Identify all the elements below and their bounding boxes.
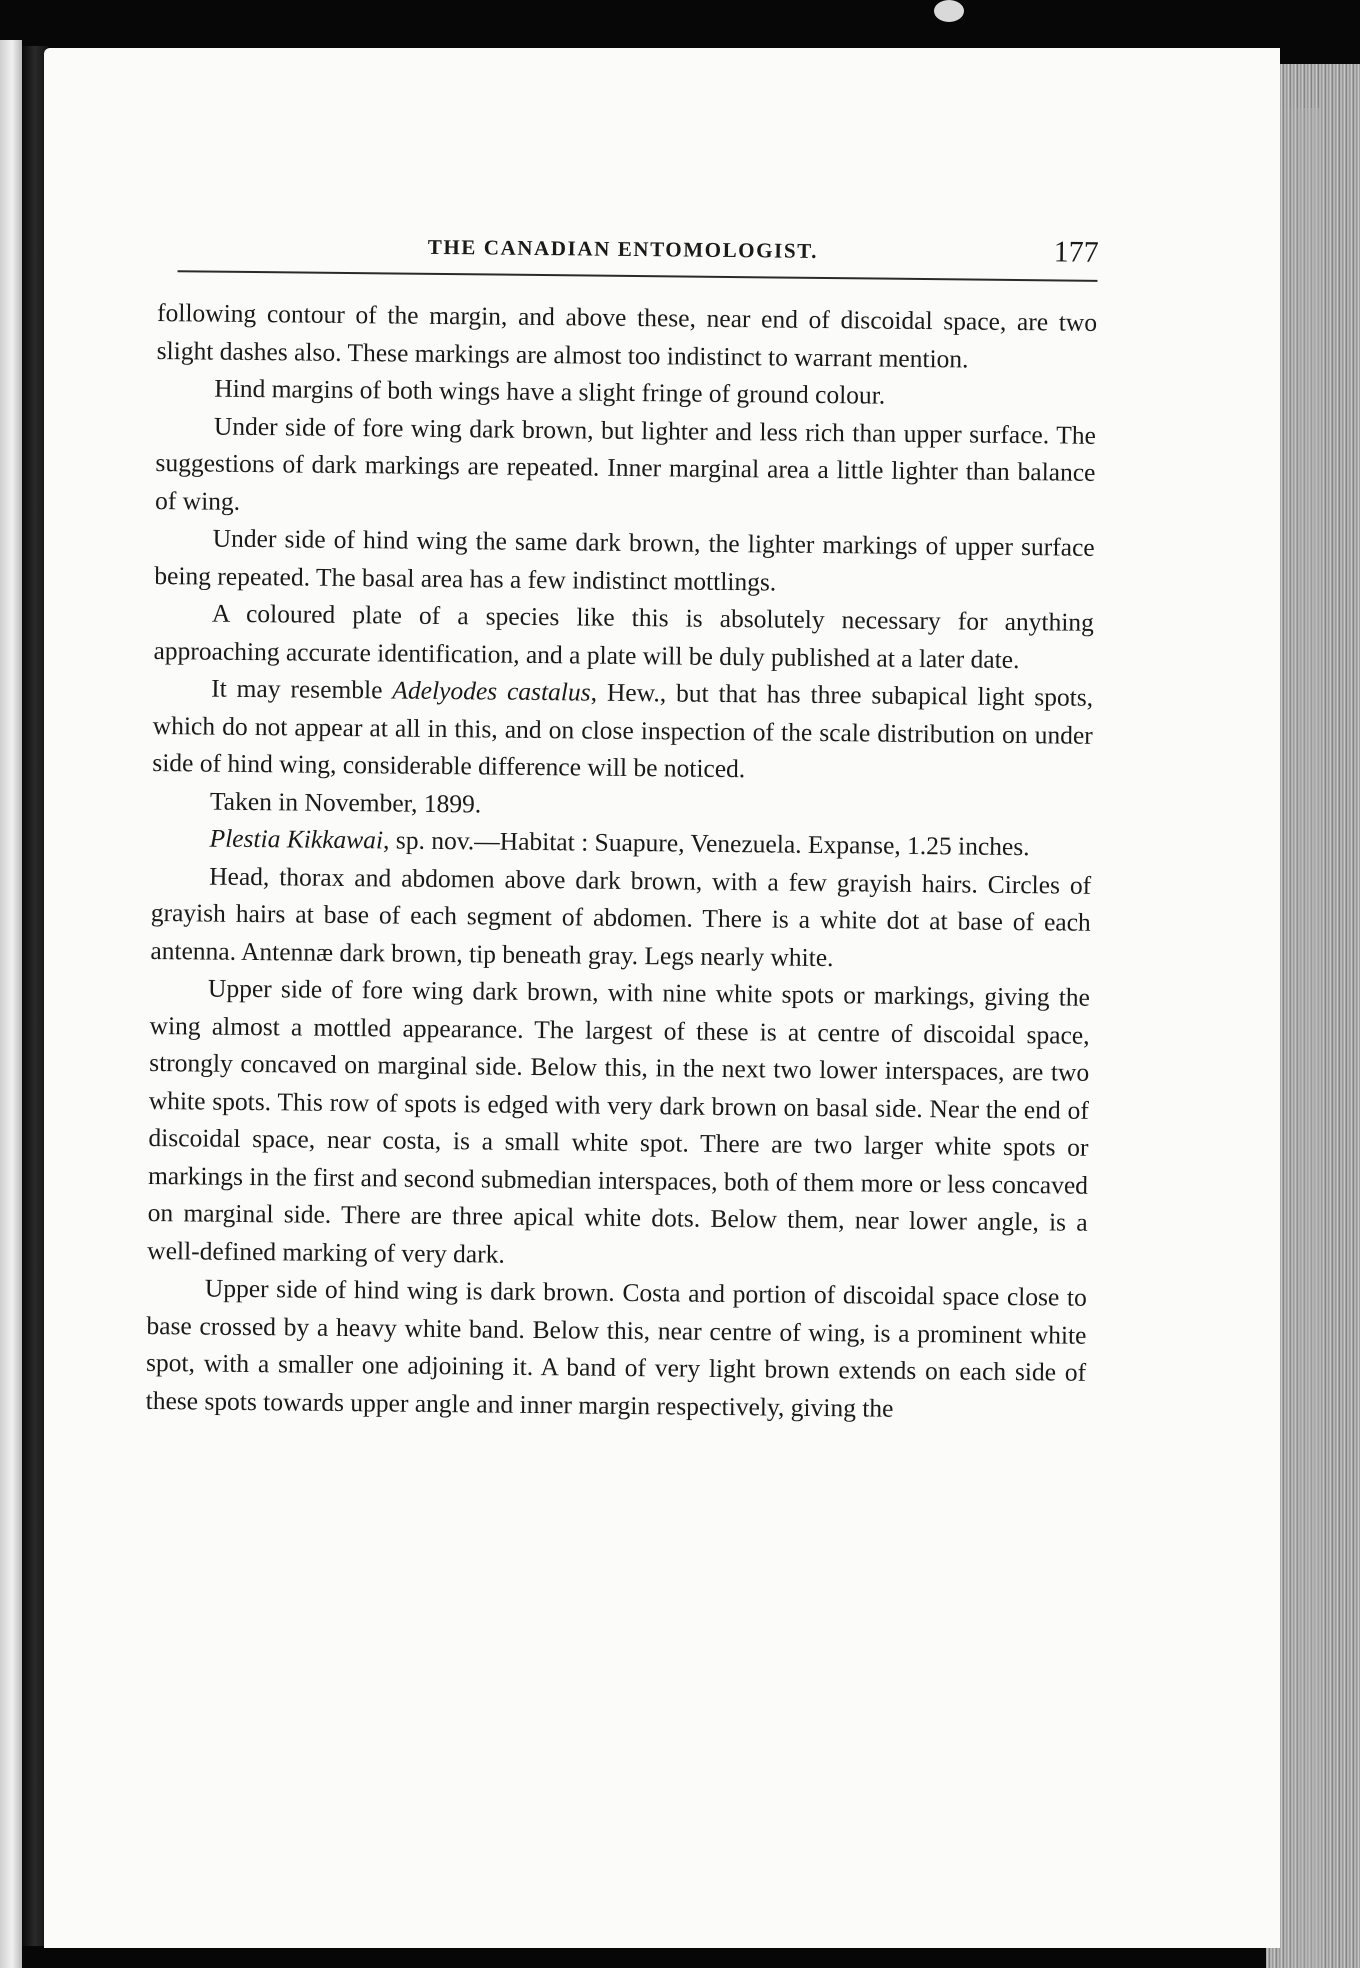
paragraph-text: , Hew., but that has three subapical light spots, which do not appear at all in this, and on close inspection of the scale distribution on under side of hind wing, considerable difference will be noticed. <box>152 677 1094 784</box>
scan-blot <box>934 0 964 22</box>
paragraph: Upper side of fore wing dark brown, with nine white spots or markings, giving the wing almost a mottled appearance. The largest of these is at centre of discoidal space, strongly concaved on marginal side. Below this, in the next two lower interspaces, are two white spots. This row of spots is edged with very dark brown on basal side. Near the end of discoidal space, near costa, is a small white spot. There are two larger white spots or markings in the first and second submedian interspaces, both of them more or less concaved on marginal side. There are three apical white dots. Below them, near lower angle, is a well-defined marking of very dark. <box>147 973 1091 1269</box>
paragraph: following contour of the margin, and above these, near end of discoidal space, are two slight dashes also. These markings are almost too indistinct to warrant mention. <box>156 297 1098 373</box>
paragraph: Head, thorax and abdomen above dark brown, with a few grayish hairs. Circles of grayish hairs at base of each segment of abdomen. There is a white dot at base of each antenna. Antennæ dark brown, tip beneath gray. Legs nearly white. <box>150 861 1092 972</box>
header-rule <box>178 270 1098 282</box>
body-text <box>146 294 1098 1429</box>
page-header <box>157 226 1097 284</box>
species-name: Plestia Kikkawai <box>209 823 384 855</box>
paragraph: Under side of fore wing dark brown, but lighter and less rich than upper surface. The suggestions of dark markings are repeated. Inner marginal area a little lighter than balance of wing. <box>154 411 1097 516</box>
running-head: THE CANADIAN ENTOMOLOGIST. <box>427 234 819 263</box>
facing-page-edge <box>0 40 22 1968</box>
paragraph: A coloured plate of a species like this is absolutely necessary for anything approaching accurate identification, and a plate will be duly published at a later date. <box>153 598 1095 674</box>
species-name: Adelyodes castalus <box>392 675 591 707</box>
page-number: 177 <box>1053 235 1099 269</box>
paragraph-text: It may resemble <box>211 673 393 705</box>
page-content <box>146 226 1098 1429</box>
paragraph-text: , sp. nov.—Habitat : Suapure, Venezuela. Expanse, 1.25 inches. <box>382 825 1030 862</box>
paragraph: Hind margins of both wings have a slight fringe of ground colour. <box>214 373 886 410</box>
paragraph <box>152 669 1093 791</box>
page-edge-shadow <box>1280 108 1320 1968</box>
paragraph: Under side of hind wing the same dark brown, the lighter markings of upper surface being repeated. The basal area has a few indistinct mottlings. <box>154 523 1095 596</box>
paragraph: Upper side of hind wing is dark brown. Costa and portion of discoidal space close to base crossed by a heavy white band. Below this, near centre of wing, is a prominent white spot, with a smaller one adjoining it. A band of very light brown extends on each side of these spots towards upper angle and inner margin respectively, giving the <box>145 1273 1087 1423</box>
paragraph: Taken in November, 1899. <box>209 786 482 818</box>
